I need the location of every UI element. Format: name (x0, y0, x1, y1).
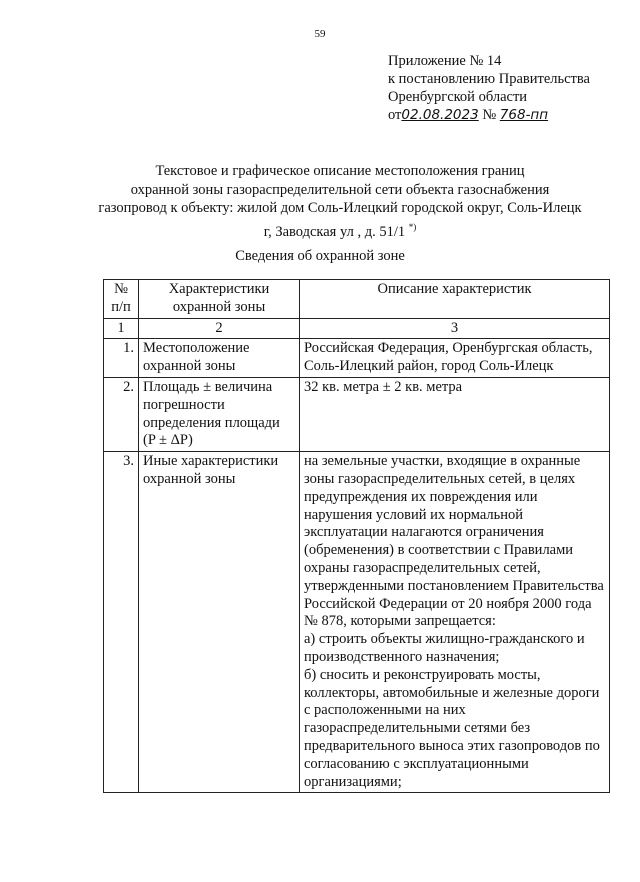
title-line-2: охранной зоны газораспределительной сети объекта газоснабжения (130, 181, 550, 198)
description-paragraph: на земельные участки, входящие в охранные зоны газораспределительных сетей, в целях предупреждения их повреждения или нарушения условий их нормальной эксплуатации налагаются ограничения (обременения) в соответствии с Правилами охраны газораспределительных сетей, утвержденными постановлением Правительства Российской Федерации от 20 ноября 2000 года № 878, которыми запрещается: (304, 453, 604, 630)
date-prefix: от (388, 107, 402, 123)
title-line-1: Текстовое и графическое описание местоположения границ (155, 163, 525, 179)
handwritten-number: 768-пп (499, 107, 549, 123)
appendix-region: Оренбургской области (388, 89, 528, 105)
title-address: г, Заводская ул , д. 51/1 (263, 223, 406, 240)
appendix-date-line (388, 106, 590, 124)
index-cell-1: 1 (104, 318, 139, 339)
header-description: Описание характеристик (300, 280, 610, 319)
page-number: 59 (314, 28, 326, 40)
row-description: 32 кв. метра ± 2 кв. метра (300, 377, 610, 451)
appendix-resolution: к постановлению Правительства (388, 71, 590, 87)
footnote-mark: *) (408, 221, 417, 232)
title-line-3: газопровод к объекту: жилой дом Соль-Илецкий городской округ, Соль-Илецк (98, 200, 582, 216)
header-characteristic: Характеристики охранной зоны (139, 280, 300, 319)
row-number: 2. (104, 377, 139, 451)
row-characteristic: Площадь ± величина погрешности определения площади (P ± ΔP) (139, 377, 300, 451)
row-number: 1. (104, 339, 139, 378)
document-title (60, 162, 620, 241)
table-row (104, 452, 610, 793)
table-header-row (104, 280, 610, 319)
table-row (104, 339, 610, 378)
table-row (104, 377, 610, 451)
row-characteristic: Иные характеристики охранной зоны (139, 452, 300, 793)
section-subtitle: Сведения об охранной зоне (235, 248, 405, 264)
header-number: № п/п (104, 280, 139, 319)
row-characteristic: Местоположение охранной зоны (139, 339, 300, 378)
zone-info-table (103, 279, 610, 793)
appendix-title: Приложение № 14 (388, 53, 502, 69)
title-line-4 (60, 218, 620, 241)
index-cell-3: 3 (300, 318, 610, 339)
handwritten-date: 02.08.2023 (401, 107, 479, 123)
description-paragraph: а) строить объекты жилищно-гражданского и производственного назначения; (304, 631, 585, 665)
table-index-row (104, 318, 610, 339)
number-prefix: № (482, 107, 497, 123)
appendix-block (388, 52, 590, 124)
description-paragraph: б) сносить и реконструировать мосты, коллекторы, автомобильные и железные дороги с расположенными на них газораспределительными сетями без предварительного выноса этих газопроводов по согласованию с эксплуатационными организациями; (304, 666, 600, 790)
index-cell-2: 2 (139, 318, 300, 339)
row-description: Российская Федерация, Оренбургская область, Соль-Илецкий район, город Соль-Илецк (300, 339, 610, 378)
row-number: 3. (104, 452, 139, 793)
row-description (300, 452, 610, 793)
